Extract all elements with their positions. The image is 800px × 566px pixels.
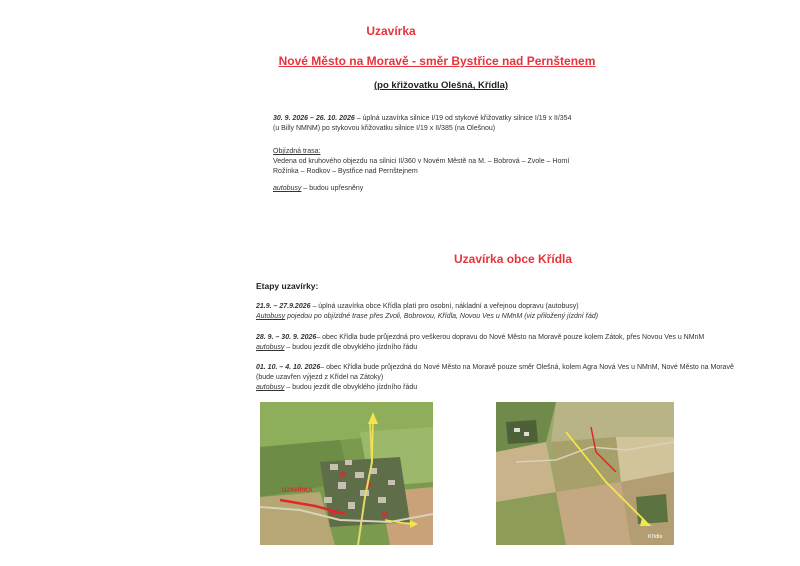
map1-label: UZAVÍRKA bbox=[282, 488, 313, 494]
route-title: Nové Město na Moravě - směr Bystřice nad Pernštenem bbox=[278, 54, 596, 68]
kridla-closure-title: Uzavírka obce Křídla bbox=[454, 252, 573, 266]
aerial-map-fields-graphic bbox=[496, 402, 674, 545]
aerial-map-fields bbox=[496, 402, 674, 545]
buses-note: autobusy – budou upřesněny bbox=[273, 185, 364, 192]
stage-3: 01. 10. – 4. 10. 2026– obec Křídla bude průjezdná do Nové Město na Moravě pouze směr Olešná, kolem Agra Nová Ves u NMnM, Nové Město na Moravě (bude uzavřen výjezd z Křídel na Zátoky) autobusy – budou jezdit dle obvyklého jízdního řádu bbox=[256, 364, 734, 391]
stage-1: 21.9. – 27.9.2026 – úplná uzavírka obce Křídla platí pro osobní, nákladní a veřejnou dopravu (autobusy) Autobusy pojedou po objízdné trase přes Zvoli, Bobrovou, Křídla, Novou Ves u NMnM (viz přiložený jízdní řád) bbox=[256, 303, 599, 320]
stage-2: 28. 9. – 30. 9. 2026– obec Křídla bude průjezdná pro veškerou dopravu do Nové Město na Moravě pouze kolem Zátok, přes Novou Ves u NMnM autobusy – budou jezdit dle obvyklého jízdního řádu bbox=[256, 334, 705, 351]
map2-label: Křídla bbox=[648, 534, 663, 540]
closure-period: 30. 9. 2026 – 26. 10. 2026 – úplná uzavírka silnice I/19 od stykové křižovatky silnice I/19 x II/354 (u Billy NMNM) po stykovou křižovatku silnice I/19 x II/385 (na Olešnou) bbox=[273, 115, 572, 132]
stages-heading: Etapy uzavírky: bbox=[256, 281, 319, 291]
closure-title: Uzavírka bbox=[366, 24, 416, 38]
aerial-map-village-graphic bbox=[260, 402, 433, 545]
detour-route: Objízdná trasa: Vedena od kruhového objezdu na silnici II/360 v Novém Městě na M. – Bobrová – Zvole – Horní Rožínka – Rodkov – Bystřice nad Pernštejnem bbox=[273, 148, 570, 175]
aerial-map-village bbox=[260, 402, 433, 545]
route-subtitle: (po křižovatku Olešná, Křídla) bbox=[374, 80, 509, 91]
